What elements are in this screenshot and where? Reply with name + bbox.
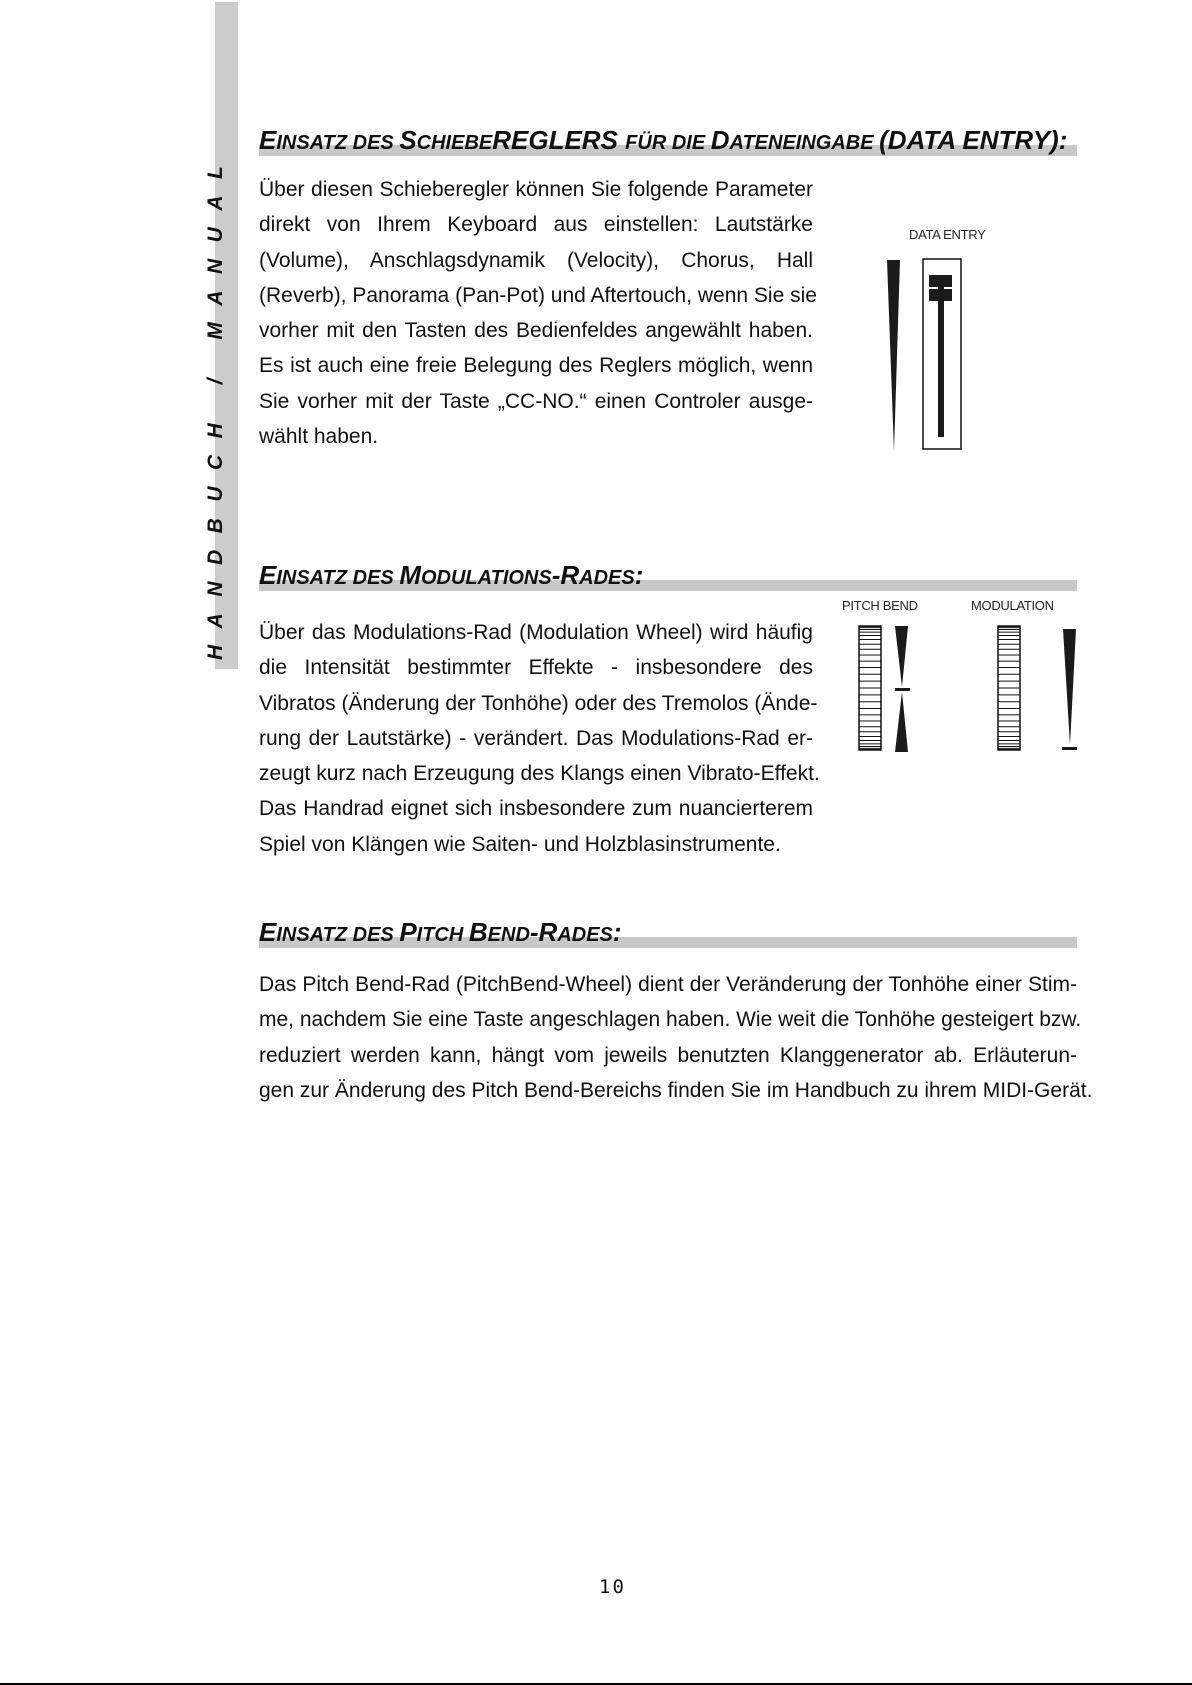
text-line: Das Handrad eignet sich insbesondere zum nuancierterem bbox=[259, 797, 813, 821]
figure-label-modulation: MODULATION bbox=[971, 598, 1054, 613]
text-line: Sie vorher mit der Taste „CC-NO.“ einen Controler ausge- bbox=[259, 389, 813, 413]
heading-part: INSATZ DES bbox=[276, 132, 400, 154]
zero-marker bbox=[1062, 747, 1077, 750]
pitch-bend-wheel-figure bbox=[855, 624, 925, 754]
text-line: Über diesen Schieberegler können Sie folgende Parameter bbox=[259, 178, 813, 201]
heading-text bbox=[259, 560, 643, 593]
wedge-down-icon bbox=[895, 692, 908, 752]
wedge-up-icon bbox=[895, 626, 908, 687]
heading-part: : bbox=[612, 917, 622, 947]
section-heading-pitch-bend bbox=[259, 910, 1077, 950]
heading-part: P bbox=[399, 917, 417, 947]
slider-track bbox=[938, 287, 944, 437]
text-line: Spiel von Klängen wie Saiten- und Holzblasinstrumente. bbox=[259, 832, 781, 856]
wedge-icon bbox=[1063, 629, 1076, 745]
heading-part: INSATZ DES bbox=[276, 567, 400, 589]
pitch-bend-wheel-ribs bbox=[859, 626, 881, 750]
paragraph-modulation bbox=[259, 615, 820, 862]
heading-part: M bbox=[399, 560, 421, 590]
data-entry-slider-figure bbox=[880, 255, 980, 455]
heading-part: E bbox=[259, 125, 277, 155]
center-marker bbox=[895, 688, 910, 691]
heading-part: ITCH bbox=[416, 924, 469, 946]
paragraph-data-entry bbox=[259, 172, 817, 454]
heading-part: INSATZ DES bbox=[276, 924, 400, 946]
section-heading-data-entry bbox=[259, 118, 1077, 158]
text-line: reduziert werden kann, hängt vom jeweils benutzten Klanggenerator ab. Erläuterun- bbox=[259, 1043, 1077, 1067]
text-line: vorher mit den Tasten des Bedienfeldes angewählt haben. bbox=[259, 319, 813, 343]
text-line: die Intensität bestimmter Effekte - insbesondere des bbox=[259, 656, 813, 680]
sidebar-title: HANDBUCH / MANUAL bbox=[204, 149, 227, 660]
heading-part: ADES bbox=[579, 567, 635, 589]
heading-part: -R bbox=[529, 917, 558, 947]
text-line: Das Pitch Bend-Rad (PitchBend-Wheel) dient der Veränderung der Tonhöhe einer Stim- bbox=[259, 973, 1077, 996]
modulation-wheel-ribs bbox=[998, 626, 1020, 750]
heading-part: (DATA ENTRY): bbox=[879, 125, 1068, 155]
figure-label-data-entry: DATA ENTRY bbox=[909, 227, 986, 242]
heading-part: E bbox=[259, 917, 277, 947]
text-line: zeugt kurz nach Erzeugung des Klangs einen Vibrato-Effekt. bbox=[259, 762, 820, 786]
text-line: wählt haben. bbox=[259, 425, 379, 449]
modulation-wheel-figure bbox=[993, 624, 1083, 754]
text-line: me, nachdem Sie eine Taste angeschlagen haben. Wie weit die Tonhöhe gesteigert bzw. bbox=[259, 1008, 1082, 1032]
paragraph-pitch-bend bbox=[259, 967, 1093, 1108]
heading-part: -R bbox=[551, 560, 580, 590]
heading-text bbox=[259, 125, 1067, 158]
page-number: 10 bbox=[599, 1576, 626, 1598]
heading-part: ODULATIONS bbox=[420, 567, 552, 589]
heading-part: S bbox=[399, 125, 417, 155]
heading-part: ADES bbox=[557, 924, 613, 946]
text-line: Es ist auch eine freie Belegung des Reglers möglich, wenn bbox=[259, 354, 813, 378]
text-line: direkt von Ihrem Keyboard aus einstellen: Lautstärke bbox=[259, 213, 813, 237]
text-line: gen zur Änderung des Pitch Bend-Bereichs finden Sie im Handbuch zu ihrem MIDI-Gerät. bbox=[259, 1078, 1093, 1102]
wedge-icon bbox=[887, 260, 900, 451]
text-line: Vibratos (Änderung der Tonhöhe) oder des Tremolos (Ände- bbox=[259, 691, 818, 715]
heading-part: CHIEBE bbox=[416, 132, 493, 154]
section-heading-modulation bbox=[259, 553, 1077, 593]
heading-part: ATENEINGABE bbox=[729, 132, 880, 154]
heading-part: B bbox=[468, 917, 488, 947]
heading-part: END bbox=[487, 924, 530, 946]
text-line: rung der Lautstärke) - verändert. Das Modulations-Rad er- bbox=[259, 726, 813, 750]
heading-part: REGLERS bbox=[492, 125, 626, 155]
heading-text bbox=[259, 917, 622, 950]
text-line: (Volume), Anschlagsdynamik (Velocity), Chorus, Hall bbox=[259, 248, 813, 272]
heading-part: D bbox=[710, 125, 730, 155]
slider-knob-top bbox=[929, 275, 952, 287]
heading-part: FÜR DIE bbox=[625, 132, 711, 154]
text-line: Über das Modulations-Rad (Modulation Wheel) wird häufig bbox=[259, 621, 813, 644]
text-line: (Reverb), Panorama (Pan-Pot) und Aftertouch, wenn Sie sie bbox=[259, 283, 817, 307]
figure-label-pitch-bend: PITCH BEND bbox=[842, 598, 918, 613]
heading-part: E bbox=[259, 560, 277, 590]
heading-part: : bbox=[634, 560, 644, 590]
